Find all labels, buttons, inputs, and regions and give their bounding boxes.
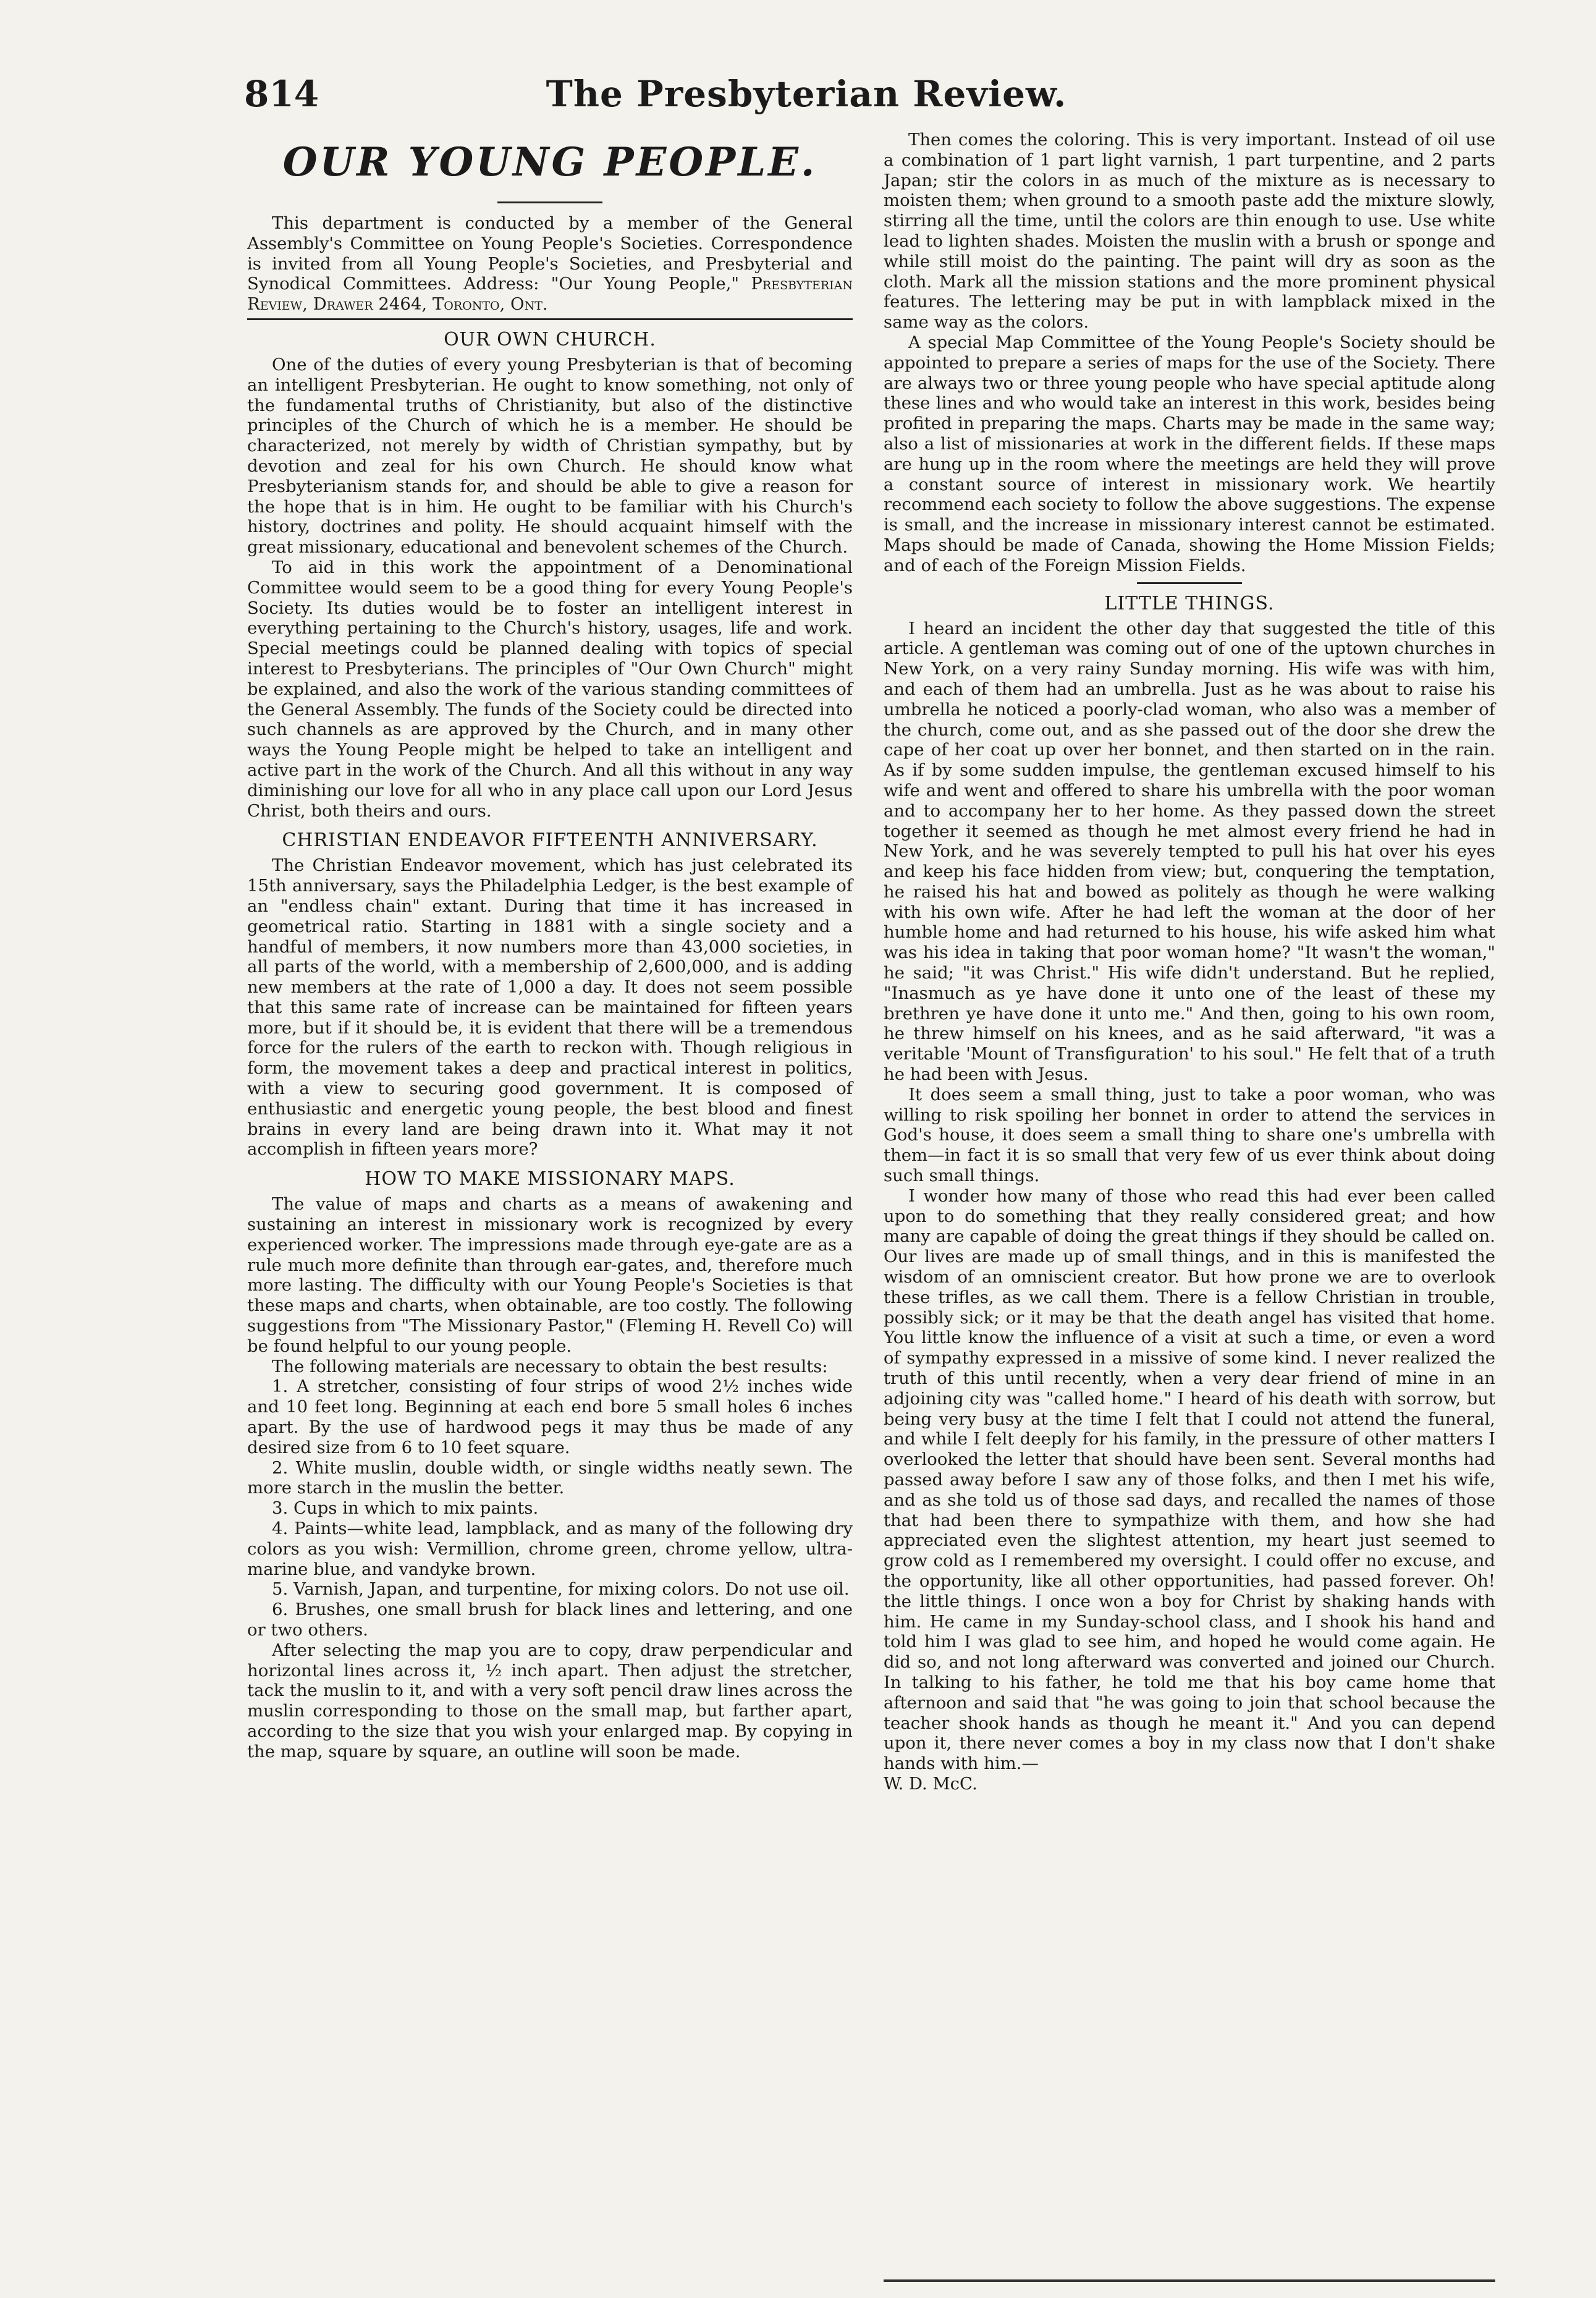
list-item: 1. A stretcher, consisting of four strips of wood 2½ inches wide and 10 feet long. Beginning at each end bore 5 small holes 6 inches apart. By the use of hardwood pegs it may thus be made of any desired size from 6 to 10 feet square.	[247, 1376, 853, 1457]
paragraph: The following materials are necessary to obtain the best results:	[272, 1356, 828, 1376]
section-rule	[1137, 582, 1242, 584]
paragraph: A special Map Committee of the Young People's Society should be appointed to prepare a series of maps for the use of the Society. There are always two or three young people who have special aptitude along these lines and who would take an interest in this work, besides being profited in preparing the maps. Charts may be made in the same way; also a list of missionaries at work in the different fields. If these maps are hung up in the room where the meetings are held they will prove a constant source of interest in missionary work. We heartily recommend each society to follow the above suggestions. The expense is small, and the increase in missionary interest cannot be estimated. Maps should be made of Canada, showing the Home Mission Fields; and of each of the Foreign Mission Fields.	[884, 332, 1495, 575]
running-title: The Presbyterian Review.	[546, 73, 1067, 115]
notice-text: This department is conducted by a member of the General Assembly's Committee on Young People's Societies. Correspondence is invited from all Young People's Societies, and Presbyterial and Synodical Committees. Address: "Our Young People,"	[247, 213, 853, 294]
title-rule	[497, 201, 602, 203]
article-title-own-church: OUR OWN CHURCH.	[444, 328, 656, 350]
list-item: 3. Cups in which to mix paints.	[272, 1498, 539, 1519]
paragraph: I wonder how many of those who read this had ever been called upon to do something that they really considered great; and how many are capable of doing the great things if they should be called on. Our lives are made up of small things, and in this is manifested the wisdom of an omniscient creator. But how prone we are to overlook these trifles, as we call them. There is a fellow Christian in trouble, possibly sick; or it may be that the death angel has visited that home. You little know the influence of a visit at such a time, or even a word of sympathy expressed in a missive of some kind. I never realized the truth of this until recently, when a very dear friend of mine in an adjoining city was "called home." I heard of his death with sorrow, but being very busy at the time I felt that I could not attend the funeral, and while I felt deeply for his family, in the pressure of other matters I overlooked the letter that should have been sent. Several months had passed away before I saw any of those folks, and then I met his wife, and as she told us of those sad days, and recalled the names of those that had been there to sympathize with them, and how she had appreciated even the slightest attention, my heart just seemed to grow cold as I remembered my oversight. I could offer no excuse, and the opportunity, like all other opportunities, had passed forever. Oh! the little things. I once won a boy for Christ by shaking hands with him. He came in my Sunday-school class, and I shook his hand and told him I was glad to see him, and hoped he would come again. He did so, and not long afterward was converted and joined our Church. In talking to his father, he told me that his boy came home that afternoon and said that "he was going to join that school because the teacher shook hands as though he meant it." And you can depend upon it, there never comes a boy in my class now that I don't shake hands with him.—	[884, 1185, 1495, 1774]
bottom-rule	[884, 2279, 1495, 2282]
department-title: OUR YOUNG PEOPLE.	[282, 139, 817, 185]
list-item: 4. Paints—white lead, lampblack, and as many of the following dry colors as you wish: Vermillion, chrome green, chrome yellow, ultra-marine blue, and vandyke brown.	[247, 1519, 853, 1579]
notice-rule	[247, 318, 853, 320]
paragraph: To aid in this work the appointment of a Denominational Committee would seem to be a good thing for every Young People's Society. Its duties would be to foster an intelligent interest in everything pertaining to the Church's history, usages, life and work. Special meetings could be planned dealing with topics of special interest to Presbyterians. The principles of "Our Own Church" might be explained, and also the work of the various standing committees of the General Assembly. The funds of the Society could be directed into such channels as are approved by the Church, and in many other ways the Young People might be helped to take an intelligent and active part in the work of the Church. And all this without in any way diminishing our love for all who in any place call upon our Lord Jesus Christ, both theirs and ours.	[247, 557, 853, 821]
paragraph: I heard an incident the other day that suggested the title of this article. A gentleman was coming out of one of the uptown churches in New York, on a very rainy Sunday morning. His wife was with him, and each of them had an umbrella. Just as he was about to raise his umbrella he noticed a poorly-clad woman, who also was a member of the church, come out, and as she passed out of the door she drew the cape of her coat up over her bonnet, and then started on in the rain. As if by some sudden impulse, the gentleman excused himself to his wife and went and offered to share his umbrella with the poor woman and to accompany her to her home. As they passed down the street together it seemed as though he met almost every friend he had in New York, and he was severely tempted to pull his hat over his eyes and keep his face hidden from view; but, conquering the temptation, he raised his hat and bowed as politely as though he were walking with his own wife. After he had left the woman at the door of her humble home and had returned to his house, his wife asked him what was his idea in taking that poor woman home? "It wasn't the woman," he said; "it was Christ." His wife didn't understand. But he replied, "Inasmuch as ye have done it unto one of the least of these my brethren ye have done it unto me." And then, going to his own room, he threw himself on his knees, and as he said afterward, "it was a veritable 'Mount of Transfiguration' to his soul." He felt that of a truth he had been with Jesus.	[884, 618, 1495, 1085]
list-item: 5. Varnish, Japan, and turpentine, for mixing colors. Do not use oil.	[272, 1579, 850, 1600]
page-number: 814	[244, 73, 319, 115]
left-column	[247, 130, 853, 1762]
paragraph: Then comes the coloring. This is very important. Instead of oil use a combination of 1 part light varnish, 1 part turpentine, and 2 parts Japan; stir the colors in as much of the mixture as is necessary to moisten them; when ground to a smooth paste add the mixture slowly, stirring all the time, until the colors are thin enough to use. Use white lead to lighten shades. Moisten the muslin with a brush or sponge and while still moist do the painting. The paint will dry as soon as the cloth. Mark all the mission stations and the more prominent physical features. The lettering may be put in with lampblack mixed in the same way as the colors.	[884, 130, 1495, 333]
list-item: 2. White muslin, double width, or single widths neatly sewn. The more starch in the muslin the better.	[247, 1457, 853, 1498]
signature: W. D. McC.	[884, 1773, 977, 1794]
notice-address: Presbyterian Review, Drawer 2464, Toronto, Ont.	[247, 274, 853, 315]
list-item: 6. Brushes, one small brush for black lines and lettering, and one or two others.	[247, 1600, 853, 1640]
department-notice	[247, 213, 853, 315]
paragraph: The Christian Endeavor movement, which has just celebrated its 15th anniversary, says the Philadelphia Ledger, is the best example of an "endless chain" extant. During that time it has increased in geometrical ratio. Starting in 1881 with a single society and a handful of members, it now numbers more than 43,000 societies, in all parts of the world, with a membership of 2,600,000, and is adding new members at the rate of 1,000 a day. It does not seem possible that this same rate of increase can be maintained for fifteen years more, but if it should be, it is evident that there will be a tremendous force for the rulers of the earth to reckon with. Though religious in form, the movement takes a deep and practical interest in politics, with a view to securing good government. It is composed of enthusiastic and energetic young people, the best blood and finest brains in every land are being drawn into it. What may it not accomplish in fifteen years more?	[247, 855, 853, 1160]
page-header	[244, 73, 1369, 122]
paragraph: One of the duties of every young Presbyterian is that of becoming an intelligent Presbyterian. He ought to know something, not only of the fundamental truths of Christianity, but also of the distinctive principles of the Church of which he is a member. He should be characterized, not merely by width of Christian sympathy, but by devotion and zeal for his own Church. He should know what Presbyterianism stands for, and should be able to give a reason for the hope that is in him. He ought to be familiar with his Church's history, doctrines and polity. He should acquaint himself with the great missionary, educational and benevolent schemes of the Church.	[247, 354, 853, 558]
paragraph: It does seem a small thing, just to take a poor woman, who was willing to risk spoiling her bonnet in order to attend the services in God's house, it does seem a small thing to share one's umbrella with them—in fact it is so small that very few of us ever think about doing such small things.	[884, 1084, 1495, 1186]
article-title-little-things: LITTLE THINGS.	[1104, 592, 1275, 614]
paragraph: After selecting the map you are to copy, draw perpendicular and horizontal lines across it, ½ inch apart. Then adjust the stretcher, tack the muslin to it, and with a very soft pencil draw lines across the muslin corresponding to those on the small map, but farther apart, according to the size that you wish your enlarged map. By copying in the map, square by square, an outline will soon be made.	[247, 1640, 853, 1762]
article-title-missionary-maps: HOW TO MAKE MISSIONARY MAPS.	[365, 1168, 735, 1190]
right-column	[884, 130, 1495, 1794]
article-title-christian-endeavor: CHRISTIAN ENDEAVOR FIFTEENTH ANNIVERSARY.	[282, 829, 818, 852]
paragraph: The value of maps and charts as a means of awakening and sustaining an interest in missionary work is recognized by every experienced worker. The impressions made through eye-gate are as a rule much more definite than through ear-gates, and, therefore much more lasting. The difficulty with our Young People's Societies is that these maps and charts, when obtainable, are too costly. The following suggestions from "The Missionary Pastor," (Fleming H. Revell Co) will be found helpful to our young people.	[247, 1194, 853, 1356]
